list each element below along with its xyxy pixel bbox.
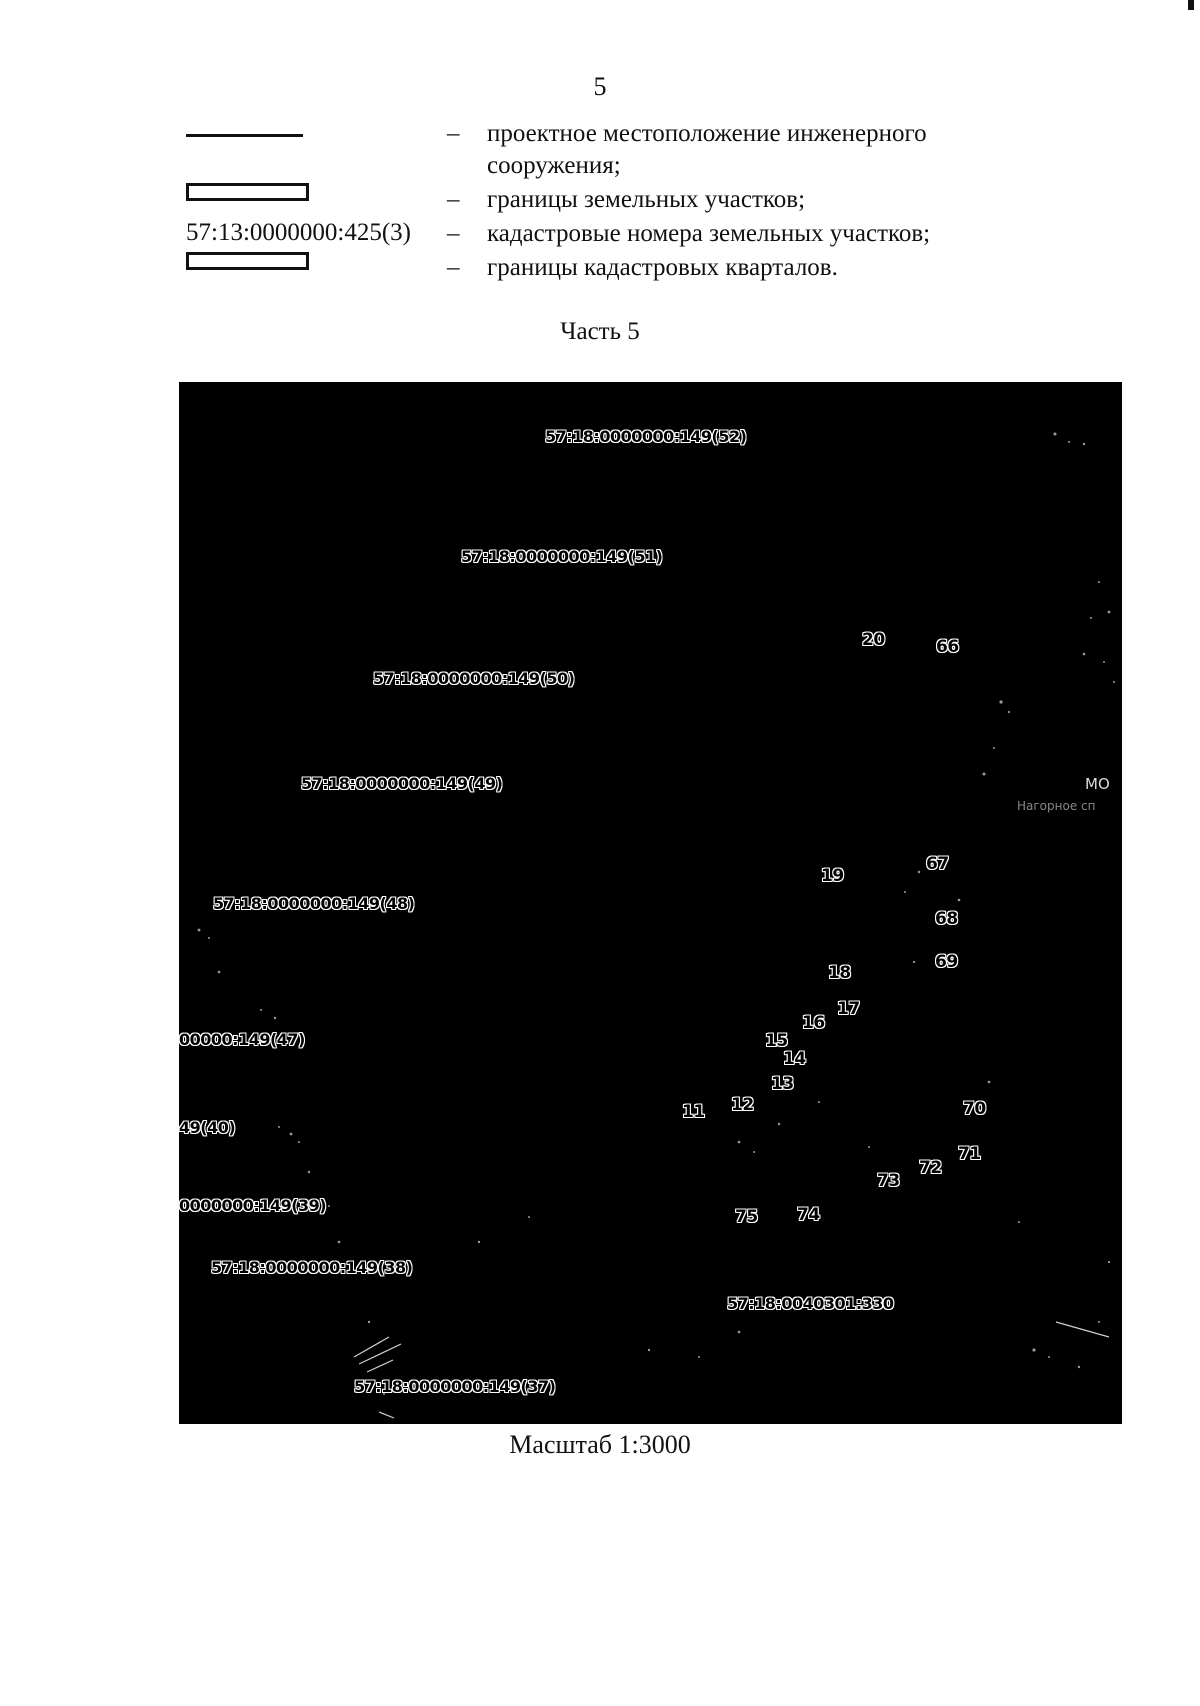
point-label: 12 (731, 1095, 754, 1115)
point-label: 68 (935, 909, 958, 929)
point-label: 13 (771, 1074, 794, 1094)
point-label: 17 (837, 999, 860, 1019)
point-label: 67 (926, 854, 949, 874)
legend-dash: – (447, 220, 460, 247)
parcel-label: 57:18:0000000:149(52) (545, 427, 747, 446)
legend-text-cadastral-numbers: кадастровые номера земельных участков; (487, 220, 931, 247)
point-label: 20 (862, 630, 885, 650)
legend-dash: – (447, 254, 460, 281)
legend-dash: – (447, 120, 460, 147)
point-label: 66 (936, 637, 959, 657)
parcel-label: 00000:149(47) (179, 1030, 305, 1049)
parcel-label: 57:18:0040301:330 (727, 1294, 894, 1313)
point-label: 18 (828, 963, 851, 983)
point-label: 14 (783, 1049, 806, 1069)
legend-text-structure: проектное местоположение инженерного сооружения; (487, 120, 927, 179)
legend-cadastral-number-sample: 57:13:0000000:425(3) (186, 219, 411, 246)
municipality-sublabel: Нагорное сп (1017, 799, 1096, 813)
point-label: 73 (877, 1171, 900, 1191)
parcel-label: 49(40) (179, 1118, 236, 1137)
point-label: 71 (958, 1144, 981, 1164)
legend-line-symbol (186, 134, 303, 137)
point-label: 69 (935, 952, 958, 972)
legend-text-parcel-boundaries: границы земельных участков; (487, 186, 806, 213)
page-number: 5 (593, 72, 607, 101)
point-label: 16 (802, 1013, 825, 1033)
municipality-label: МО (1085, 775, 1110, 793)
map-frame (179, 382, 1122, 1424)
parcel-label: 57:18:0000000:149(48) (213, 894, 415, 913)
legend-text-quarter-boundaries: границы кадастровых кварталов. (487, 254, 838, 281)
parcel-label: 0000000:149(39) (179, 1196, 327, 1215)
legend-parcel-boundary-symbol (186, 183, 309, 201)
point-label: 75 (735, 1207, 758, 1227)
point-label: 72 (919, 1158, 942, 1178)
scale-caption: Масштаб 1:3000 (509, 1430, 691, 1459)
parcel-label: 57:18:0000000:149(37) (354, 1377, 556, 1396)
legend-dash: – (447, 186, 460, 213)
parcel-label: 57:18:0000000:149(51) (461, 547, 663, 566)
point-label: 15 (765, 1031, 788, 1051)
legend-quarter-boundary-symbol (186, 252, 309, 270)
point-label: 70 (963, 1099, 986, 1119)
point-label: 19 (821, 866, 844, 886)
point-label: 11 (682, 1102, 705, 1122)
part-title: Часть 5 (560, 318, 640, 345)
parcel-label: 57:18:0000000:149(49) (301, 774, 503, 793)
point-label: 74 (797, 1205, 820, 1225)
corner-mark (1188, 0, 1194, 10)
parcel-label: 57:18:0000000:149(50) (373, 669, 575, 688)
parcel-label: 57:18:0000000:149(38) (211, 1258, 413, 1277)
